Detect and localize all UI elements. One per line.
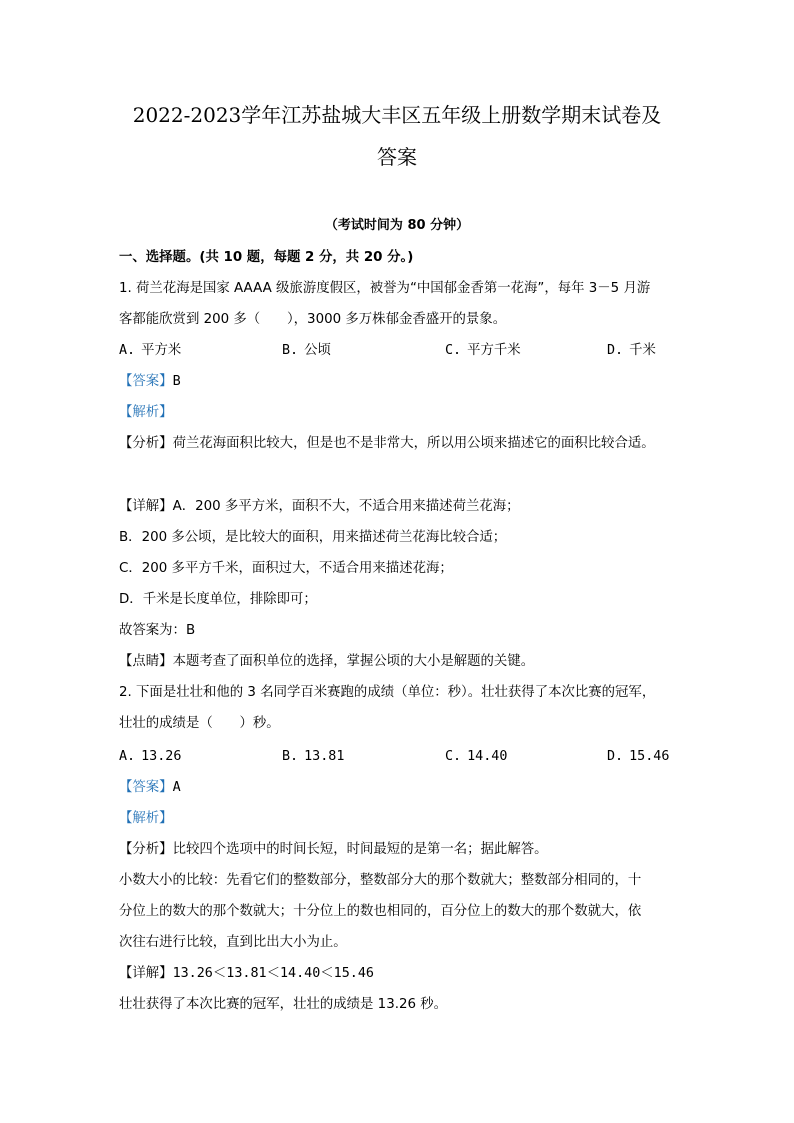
- q2-explain-line2: 分位上的数大的那个数就大；十分位上的数也相同的，百分位上的数大的那个数就大，依: [119, 904, 642, 919]
- option-text: 14.40: [467, 749, 508, 764]
- option-text: 公顷: [304, 343, 331, 358]
- q2-explain-line3: 次往右进行比较，直到比出大小为止。: [119, 935, 347, 950]
- q1-xiangjie-line1: [119, 498, 679, 516]
- q2-option-b: [282, 748, 344, 766]
- analysis-label: 【解析】: [119, 811, 173, 826]
- option-text: 平方千米: [467, 343, 521, 358]
- q1-stem-line2: 客都能欣赏到 200 多（ ），3000 多万株郁金香盛开的景象。: [119, 312, 507, 327]
- q1-stem-line1: 1. 荷兰花海是国家 AAAA 级旅游度假区，被誉为“中国郁金香第一花海”，每年 3－5 月游: [119, 281, 651, 296]
- section-heading: 一、选择题。(共 10 题，每题 2 分，共 20 分。): [119, 250, 414, 265]
- q1-dianjing: [119, 653, 679, 671]
- answer-label: 【答案】: [119, 374, 173, 389]
- q2-conclusion: 壮壮获得了本次比赛的冠军，壮壮的成绩是 13.26 秒。: [119, 997, 448, 1012]
- dianjing-label: 【点睛】: [119, 654, 173, 669]
- xiangjie-label: 【详解】: [119, 966, 173, 981]
- fenxi-label: 【分析】: [119, 842, 173, 857]
- q1-fenxi: [119, 435, 679, 453]
- q2-answer: [119, 779, 679, 797]
- q1-final-answer: 故答案为：B: [119, 623, 196, 638]
- q1-xiangjie-line4: D．千米是长度单位，排除即可；: [119, 592, 317, 607]
- q1-xiangjie-line2: B．200 多公顷，是比较大的面积，用来描述荷兰花海比较合适；: [119, 530, 507, 545]
- answer-value: A: [172, 780, 181, 795]
- fenxi-text: 荷兰花海面积比较大，但是也不是非常大，所以用公顷来描述它的面积比较合适。: [172, 436, 655, 451]
- option-text: 13.26: [141, 749, 182, 764]
- option-text: 13.81: [304, 749, 345, 764]
- option-letter: A.: [119, 343, 136, 358]
- option-letter: C.: [445, 749, 462, 764]
- xiangjie-text: 13.26＜13.81＜14.40＜15.46: [172, 966, 374, 981]
- option-text: 15.46: [629, 749, 670, 764]
- option-letter: B.: [282, 343, 299, 358]
- q2-analysis: [119, 810, 679, 828]
- q2-explain-line1: 小数大小的比较：先看它们的整数部分，整数部分大的那个数就大；整数部分相同的，十: [119, 873, 642, 888]
- analysis-label: 【解析】: [119, 405, 173, 420]
- q2-option-c: [445, 748, 507, 766]
- page-title-line2: 答案: [377, 145, 417, 169]
- option-text: 平方米: [141, 343, 182, 358]
- xiangjie-label: 【详解】: [119, 499, 173, 514]
- q1-analysis: [119, 404, 679, 422]
- option-letter: A.: [119, 749, 136, 764]
- q1-option-a: [119, 342, 181, 360]
- page-title-line1: 2022-2023学年江苏盐城大丰区五年级上册数学期末试卷及: [132, 103, 662, 127]
- q1-option-d: [607, 342, 656, 360]
- q1-xiangjie-line3: C．200 多平方千米，面积过大，不适合用来描述花海；: [119, 561, 453, 576]
- q1-option-b: [282, 342, 331, 360]
- q2-fenxi: [119, 841, 679, 859]
- q1-answer: [119, 373, 679, 391]
- q2-xiangjie: [119, 965, 679, 983]
- q1-option-c: [445, 342, 521, 360]
- q2-stem-line1: 2. 下面是壮壮和他的 3 名同学百米赛跑的成绩（单位：秒）。壮壮获得了本次比赛的冠军，: [119, 685, 656, 700]
- q2-option-d: [607, 748, 669, 766]
- q2-stem-line2: 壮壮的成绩是（ ）秒。: [119, 716, 280, 731]
- q2-option-a: [119, 748, 181, 766]
- xiangjie-text: A．200 多平方米，面积不大，不适合用来描述荷兰花海；: [172, 499, 520, 514]
- option-letter: B.: [282, 749, 299, 764]
- answer-label: 【答案】: [119, 780, 173, 795]
- dianjing-text: 本题考查了面积单位的选择，掌握公顷的大小是解题的关键。: [172, 654, 535, 669]
- option-letter: C.: [445, 343, 462, 358]
- option-letter: D.: [607, 749, 624, 764]
- exam-duration: （考试时间为 80 分钟）: [324, 218, 470, 233]
- fenxi-label: 【分析】: [119, 436, 173, 451]
- option-text: 千米: [629, 343, 656, 358]
- answer-value: B: [172, 374, 181, 389]
- option-letter: D.: [607, 343, 624, 358]
- fenxi-text: 比较四个选项中的时间长短，时间最短的是第一名；据此解答。: [172, 842, 548, 857]
